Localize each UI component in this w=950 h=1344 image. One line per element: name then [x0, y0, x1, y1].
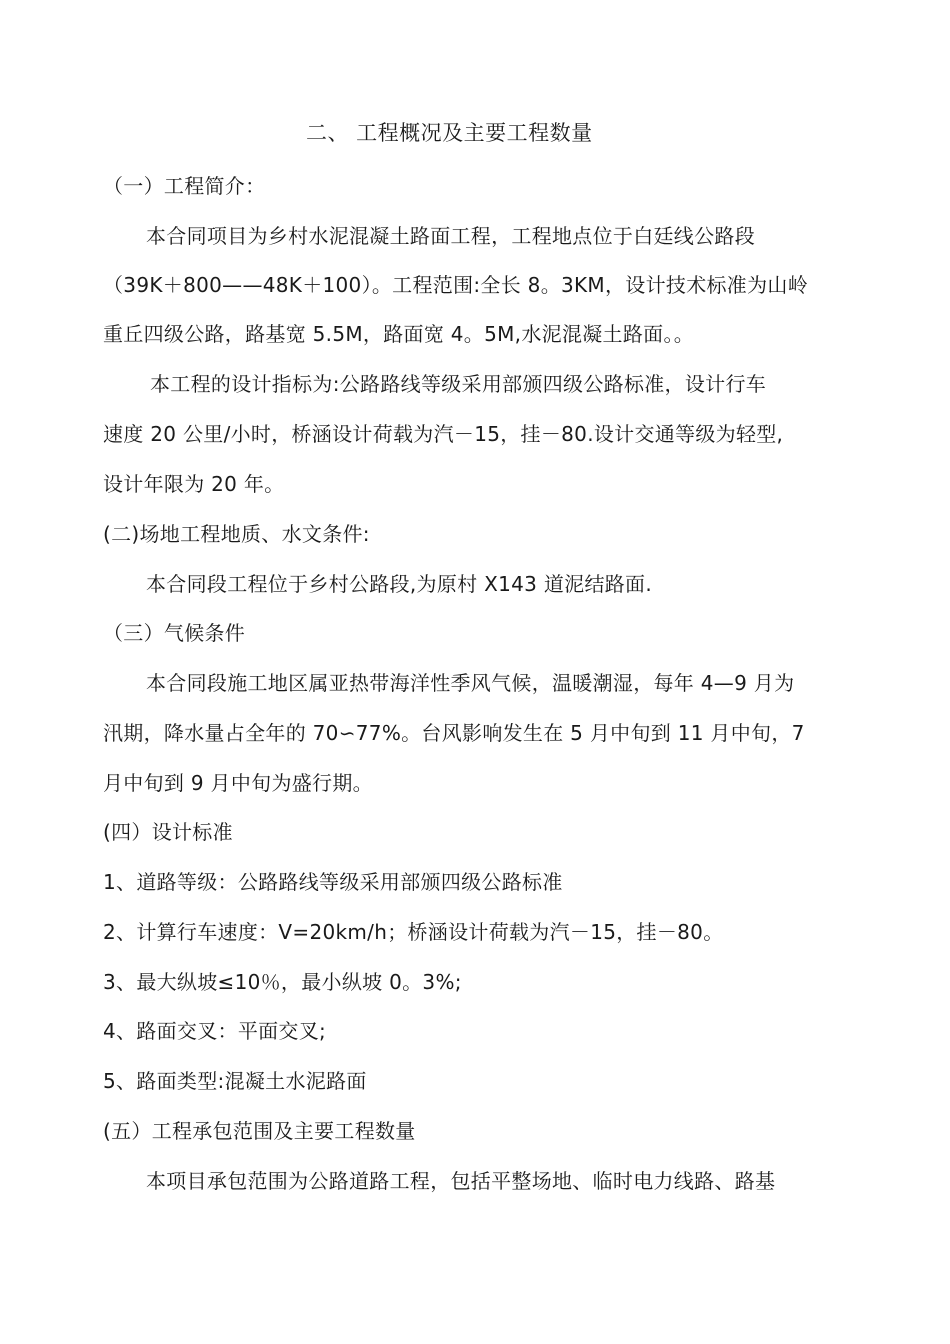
- subsection-heading-4: (四）设计标准: [103, 820, 233, 844]
- list-item: 5、路面类型:混凝土水泥路面: [103, 1069, 367, 1093]
- list-item: 2、计算行车速度：V=20km/h；桥涵设计荷载为汽－15，挂－80。: [103, 920, 724, 944]
- paragraph-line: 速度 20 公里/小时，桥涵设计荷载为汽－15，挂－80.设计交通等级为轻型,: [103, 422, 784, 446]
- paragraph-line: 本工程的设计指标为:公路路线等级采用部颁四级公路标准，设计行车: [150, 372, 767, 396]
- section-title: 二、 工程概况及主要工程数量: [306, 121, 593, 145]
- subsection-heading-3: （三）气候条件: [103, 621, 246, 645]
- list-item: 1、道路等级：公路路线等级采用部颁四级公路标准: [103, 870, 563, 894]
- paragraph-line: （39K＋800——48K＋100）。工程范围:全长 8。3KM，设计技术标准为山岭: [103, 273, 808, 297]
- paragraph-line: 本合同段工程位于乡村公路段,为原村 X143 道泥结路面.: [146, 572, 653, 596]
- paragraph-line: 月中旬到 9 月中旬为盛行期。: [103, 771, 373, 795]
- subsection-heading-5: (五）工程承包范围及主要工程数量: [103, 1119, 416, 1143]
- paragraph-line: 汛期，降水量占全年的 70∽77%。台风影响发生在 5 月中旬到 11 月中旬，7: [103, 721, 805, 745]
- subsection-heading-2: (二)场地工程地质、水文条件:: [103, 522, 370, 546]
- paragraph-line: 本项目承包范围为公路道路工程，包括平整场地、临时电力线路、路基: [146, 1169, 776, 1193]
- subsection-heading-1: （一）工程简介：: [103, 174, 266, 198]
- list-item: 3、最大纵坡≤10％，最小纵坡 0。3%;: [103, 970, 462, 994]
- list-item: 4、路面交叉：平面交叉;: [103, 1019, 327, 1043]
- paragraph-line: 设计年限为 20 年。: [103, 472, 285, 496]
- paragraph-line: 本合同项目为乡村水泥混凝土路面工程，工程地点位于白廷线公路段: [146, 224, 755, 248]
- paragraph-line: 重丘四级公路，路基宽 5.5M，路面宽 4。5M,水泥混凝土路面。。: [103, 322, 695, 346]
- paragraph-line: 本合同段施工地区属亚热带海洋性季风气候，温暖潮湿，每年 4—9 月为: [146, 671, 795, 695]
